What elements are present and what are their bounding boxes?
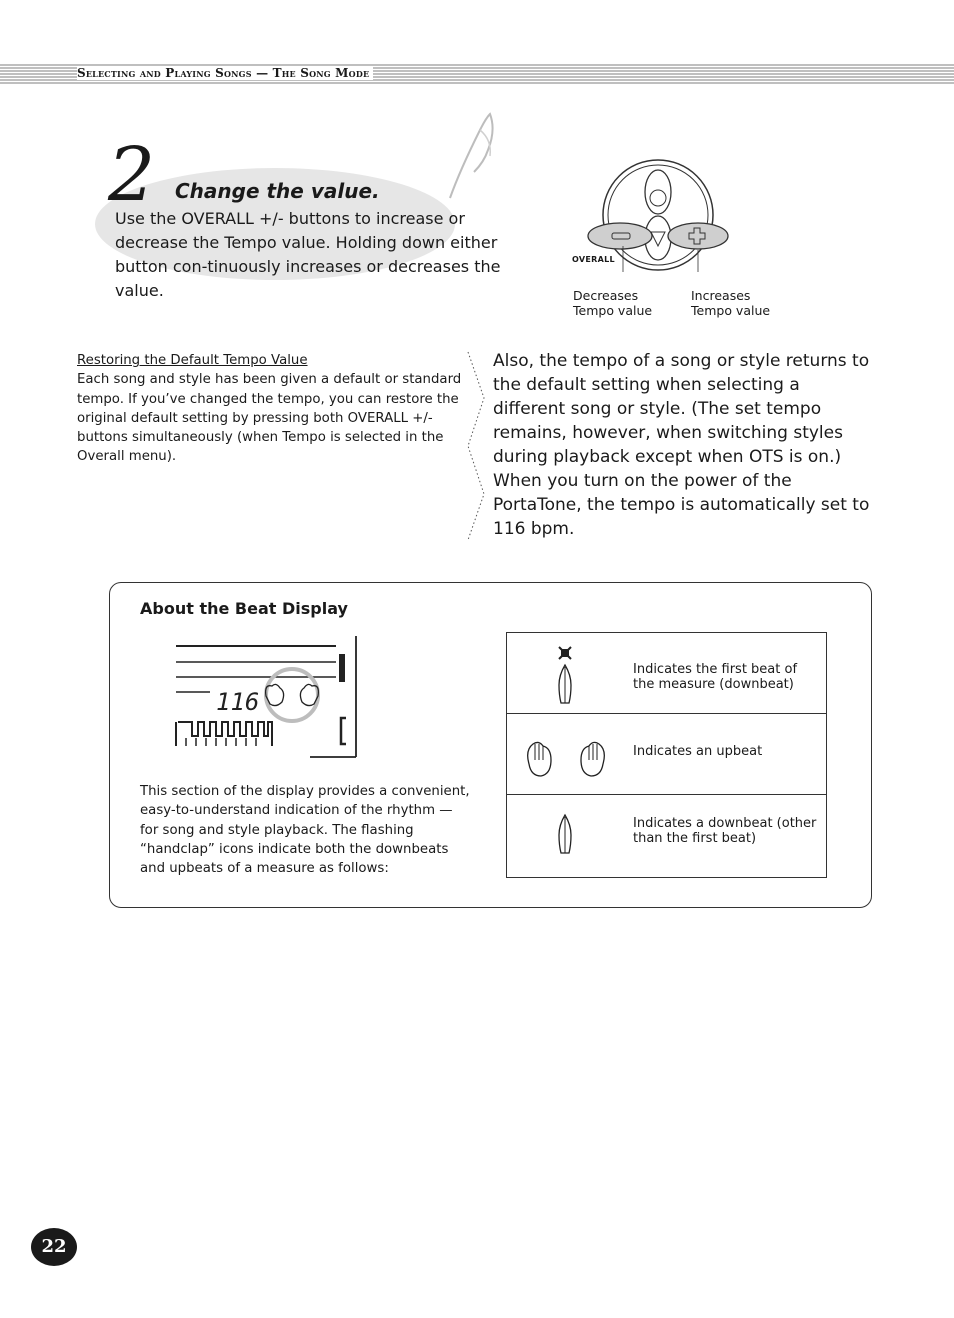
step-body-text: Use the OVERALL +/- buttons to increase or decrease the Tempo value. Holding down either button con-tinuously increases or decreases the value. (115, 209, 501, 300)
main-paragraph: Also, the tempo of a song or style returns to the default setting when selecting a different song or style. (The set tempo remains, however, when switching styles during playback except when OTS is on.) When you turn on the power of the PortaTone, the tempo is automatically set to 116 bpm. (493, 351, 870, 539)
overall-panel-label: OVERALL (572, 255, 615, 264)
legend-row-first-beat (507, 633, 826, 714)
sidebar-note-body: Each song and style has been given a default or standard tempo. If you’ve changed the tempo, you can restore the original default setting by pressing both OVERALL +/- buttons simultaneously (when Tempo is selected in the Overall menu). (77, 372, 462, 465)
downbeat-hands-icon (507, 795, 627, 876)
sidebar-note-title: Restoring the Default Tempo Value (77, 353, 308, 368)
lcd-beat-display-illustration (170, 630, 365, 760)
beat-display-description: This section of the display provides a convenient, easy-to-understand indication of the rhythm — for song and style playback. The flashing “handclap” icons indicate both the downbeats and upbeats of a measure as follows: (140, 784, 470, 877)
increase-caption: Increases Tempo value (691, 288, 771, 318)
legend-text-first-beat: Indicates the first beat of the measure (downbeat) (633, 662, 798, 692)
downbeat-hands-with-star-icon (507, 633, 627, 714)
legend-row-downbeat (507, 795, 826, 876)
legend-text-upbeat: Indicates an upbeat (633, 744, 763, 759)
beat-display-title: About the Beat Display (140, 599, 348, 618)
legend-row-upbeat (507, 714, 826, 795)
legend-text-downbeat: Indicates a downbeat (other than the first beat) (633, 816, 817, 846)
page-number: 22 (41, 1236, 67, 1257)
music-note-decoration (430, 110, 500, 210)
section-header-title: Selecting and Playing Songs — The Song Mode (77, 66, 373, 80)
upbeat-hands-icon (507, 714, 627, 795)
lcd-tempo-value: 116 (216, 688, 260, 716)
step-title: Change the value. (175, 179, 380, 203)
step-number: 2 (108, 132, 156, 218)
beat-legend-table (506, 632, 827, 878)
sidebar-note (77, 351, 462, 467)
decrease-caption: Decreases Tempo value (573, 288, 653, 318)
dotted-divider (460, 350, 490, 542)
